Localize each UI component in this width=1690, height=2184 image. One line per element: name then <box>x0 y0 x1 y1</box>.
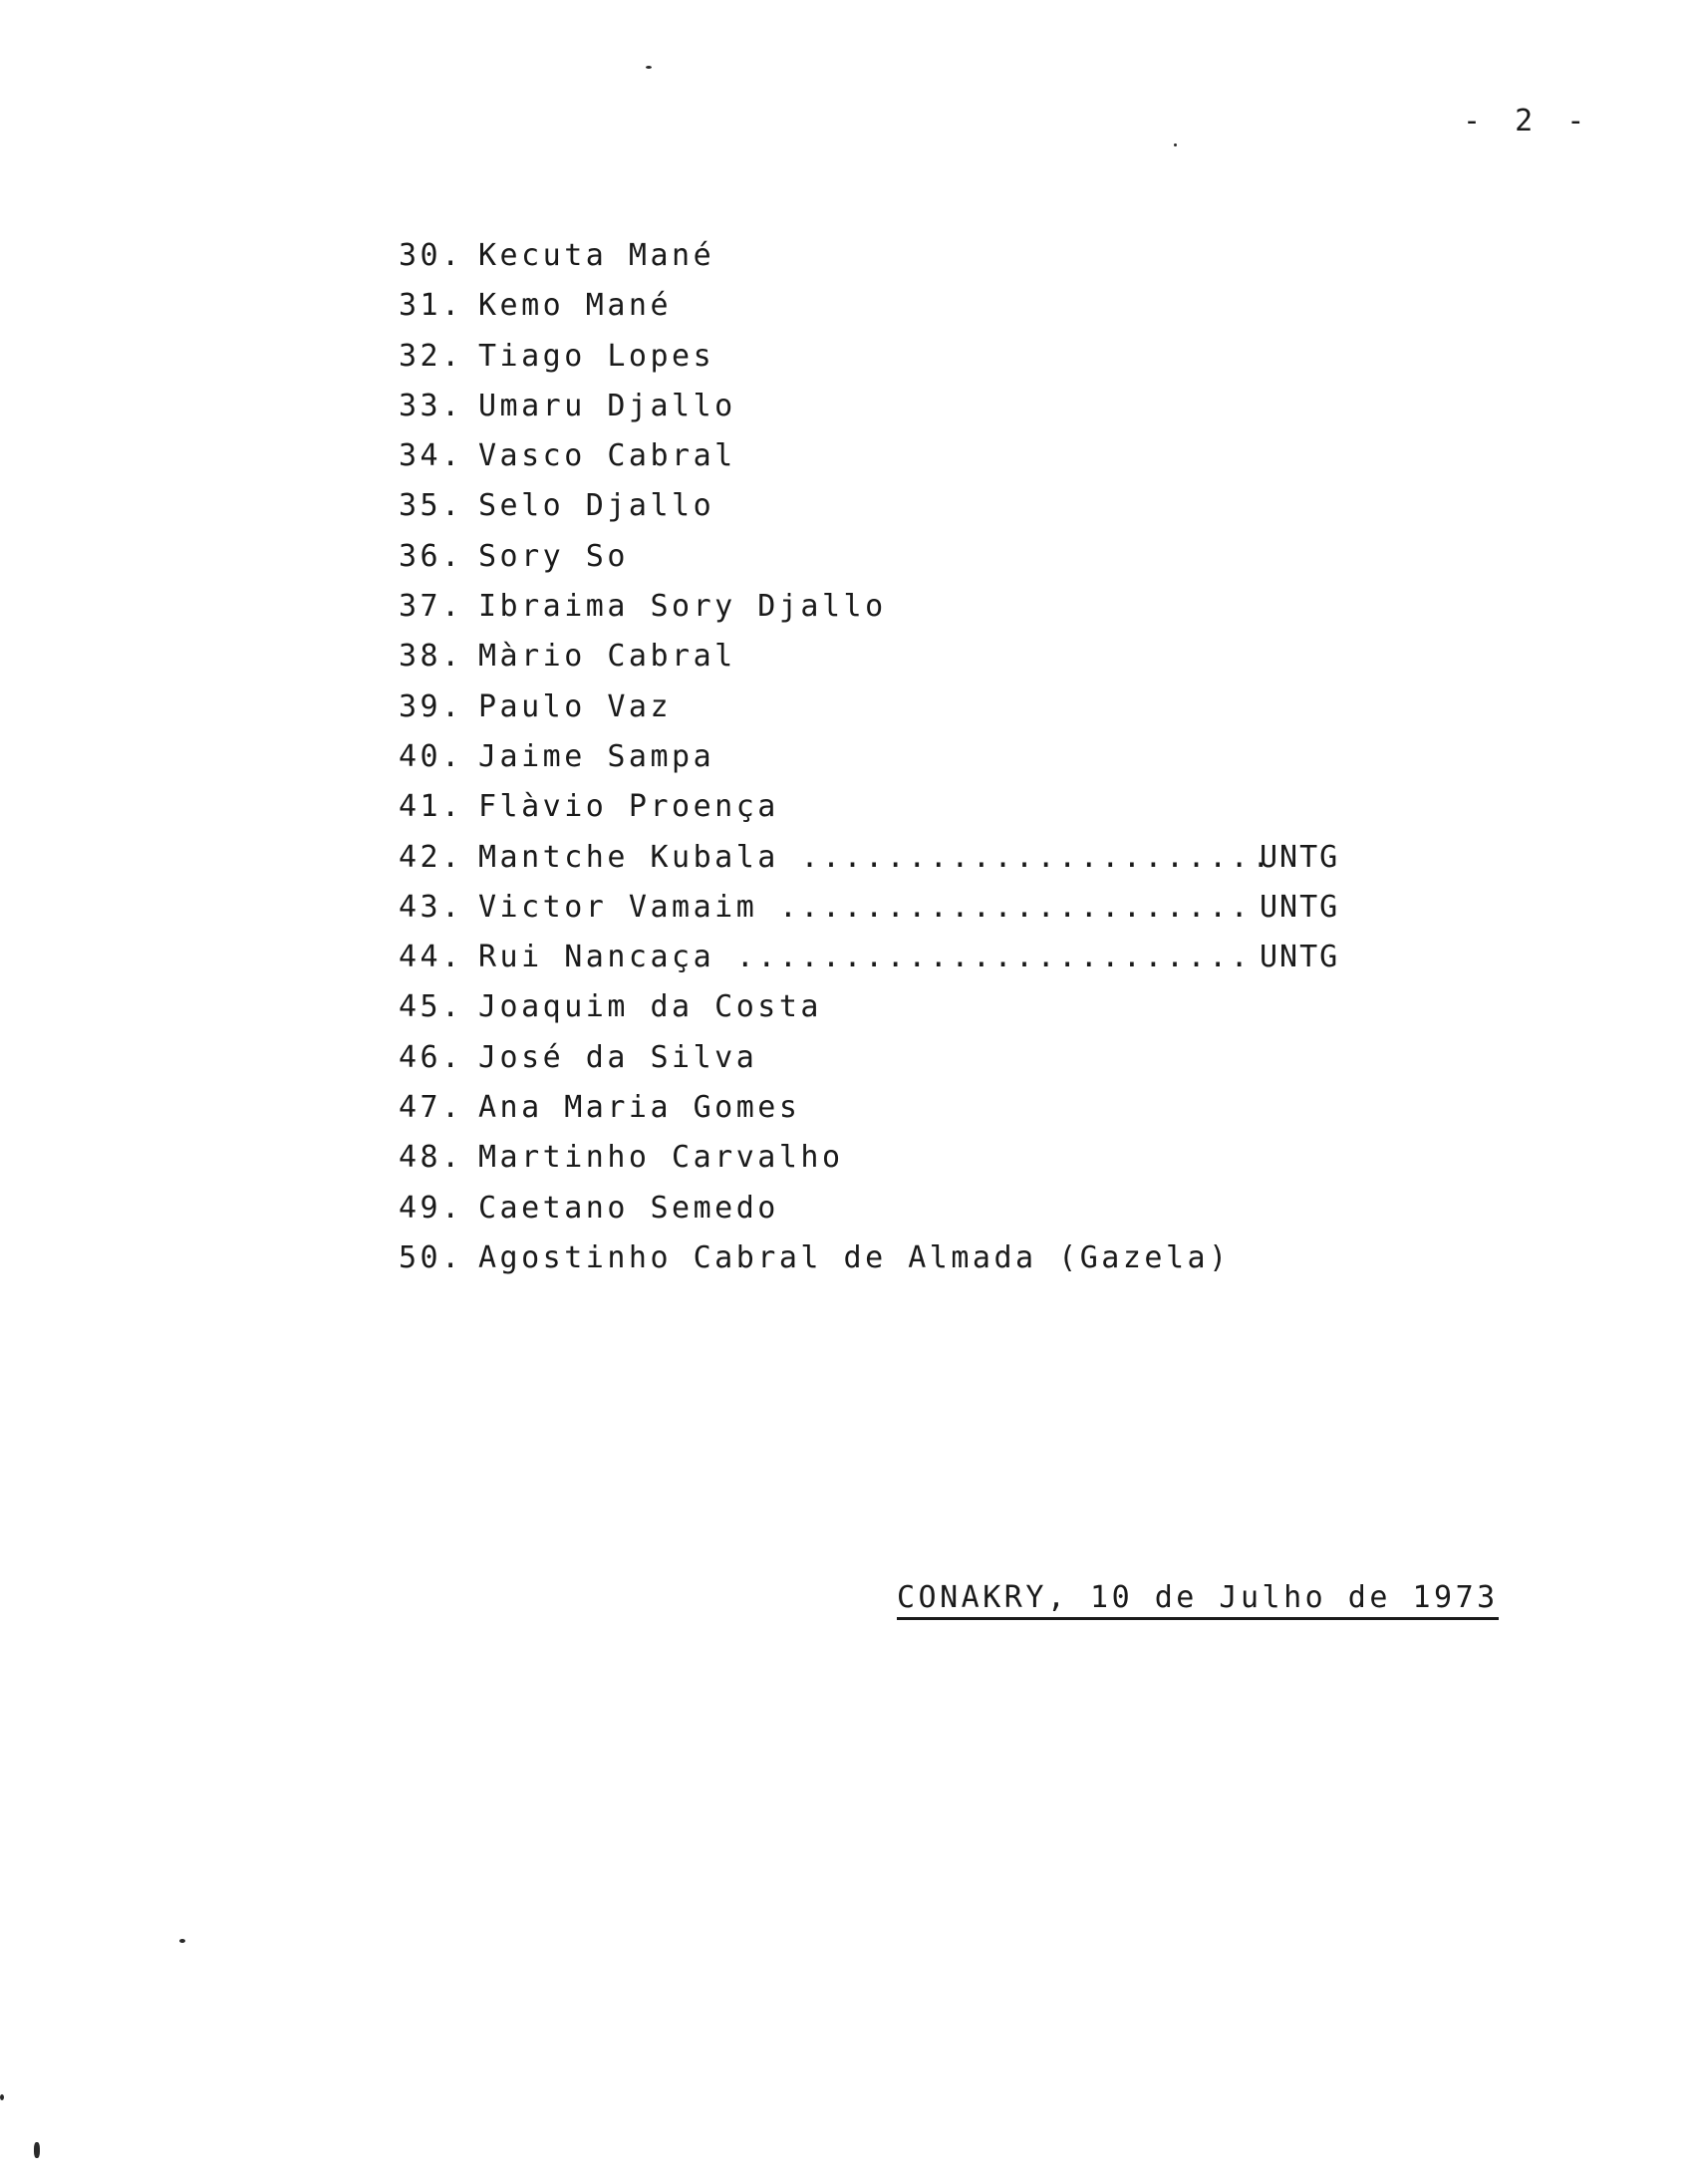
entry-name: Flàvio Proença <box>478 789 779 825</box>
entry-name: Selo Djallo <box>478 488 715 524</box>
list-item <box>399 281 1273 331</box>
entry-number: 44. <box>399 940 463 975</box>
entry-name: Victor Vamaim <box>478 889 758 925</box>
leader-dots: ........................ <box>735 940 1253 975</box>
entry-number: 37. <box>399 589 463 625</box>
list-item <box>399 1033 1273 1083</box>
list-item <box>399 782 1273 832</box>
entry-name: Sory So <box>478 538 629 574</box>
page-number: - 2 - <box>1463 104 1593 138</box>
entry-number: 50. <box>399 1239 463 1275</box>
entry-number: 35. <box>399 488 463 524</box>
entry-number: 40. <box>399 738 463 774</box>
list-item <box>399 883 1340 933</box>
entry-name: Kemo Mané <box>478 288 673 324</box>
entry-number: 39. <box>399 688 463 724</box>
entry-number: 45. <box>399 989 463 1025</box>
list-item <box>399 382 1273 431</box>
list-item <box>399 231 1273 281</box>
entry-name: Paulo Vaz <box>478 688 673 724</box>
entry-name: Kecuta Mané <box>478 238 715 273</box>
list-item <box>399 933 1340 982</box>
name-list <box>399 231 1340 1283</box>
entry-name: Mantche Kubala <box>478 839 779 875</box>
scan-speck <box>179 1939 185 1943</box>
place-date: CONAKRY, 10 de Julho de 1973 <box>897 1580 1499 1620</box>
entry-name: José da Silva <box>478 1039 758 1075</box>
list-item <box>399 632 1273 682</box>
entry-name: Tiago Lopes <box>478 338 715 374</box>
list-item <box>399 1233 1273 1283</box>
entry-number: 46. <box>399 1039 463 1075</box>
entry-number: 42. <box>399 839 463 875</box>
list-item <box>399 1184 1273 1233</box>
entry-number: 43. <box>399 889 463 925</box>
list-item <box>399 982 1273 1032</box>
entry-name: Martinho Carvalho <box>478 1140 844 1176</box>
entry-number: 38. <box>399 639 463 675</box>
entry-name: Joaquim da Costa <box>478 989 822 1025</box>
list-item <box>399 481 1273 531</box>
entry-number: 41. <box>399 789 463 825</box>
scan-speck <box>34 2142 40 2158</box>
list-item <box>399 582 1273 632</box>
entry-number: 47. <box>399 1090 463 1126</box>
entry-number: 48. <box>399 1140 463 1176</box>
list-item <box>399 332 1273 382</box>
list-item <box>399 431 1273 481</box>
entry-name: Jaime Sampa <box>478 738 715 774</box>
list-item <box>399 732 1273 782</box>
leader-dots: ...................... <box>800 839 1273 875</box>
scan-speck <box>0 2094 4 2100</box>
entry-number: 36. <box>399 538 463 574</box>
list-item <box>399 532 1273 582</box>
scan-speck <box>646 66 652 69</box>
list-item <box>399 682 1273 732</box>
entry-name: Vasco Cabral <box>478 438 736 474</box>
scan-speck <box>1174 143 1177 146</box>
entry-number: 34. <box>399 438 463 474</box>
list-item <box>399 1083 1273 1133</box>
affiliation: UNTG <box>1260 839 1340 875</box>
entry-name: Umaru Djallo <box>478 388 736 423</box>
entry-name: Agostinho Cabral de Almada (Gazela) <box>478 1239 1231 1275</box>
entry-number: 49. <box>399 1190 463 1226</box>
affiliation: UNTG <box>1260 889 1340 925</box>
entry-number: 33. <box>399 388 463 423</box>
affiliation: UNTG <box>1260 940 1340 975</box>
entry-name: Màrio Cabral <box>478 639 736 675</box>
entry-number: 32. <box>399 338 463 374</box>
entry-name: Rui Nancaça <box>478 940 715 975</box>
leader-dots: ...................... <box>778 889 1253 925</box>
entry-name: Caetano Semedo <box>478 1190 779 1226</box>
list-item <box>399 833 1340 883</box>
entry-name: Ana Maria Gomes <box>478 1090 801 1126</box>
list-item <box>399 1133 1273 1183</box>
entry-number: 31. <box>399 288 463 324</box>
entry-name: Ibraima Sory Djallo <box>478 589 887 625</box>
entry-number: 30. <box>399 238 463 273</box>
